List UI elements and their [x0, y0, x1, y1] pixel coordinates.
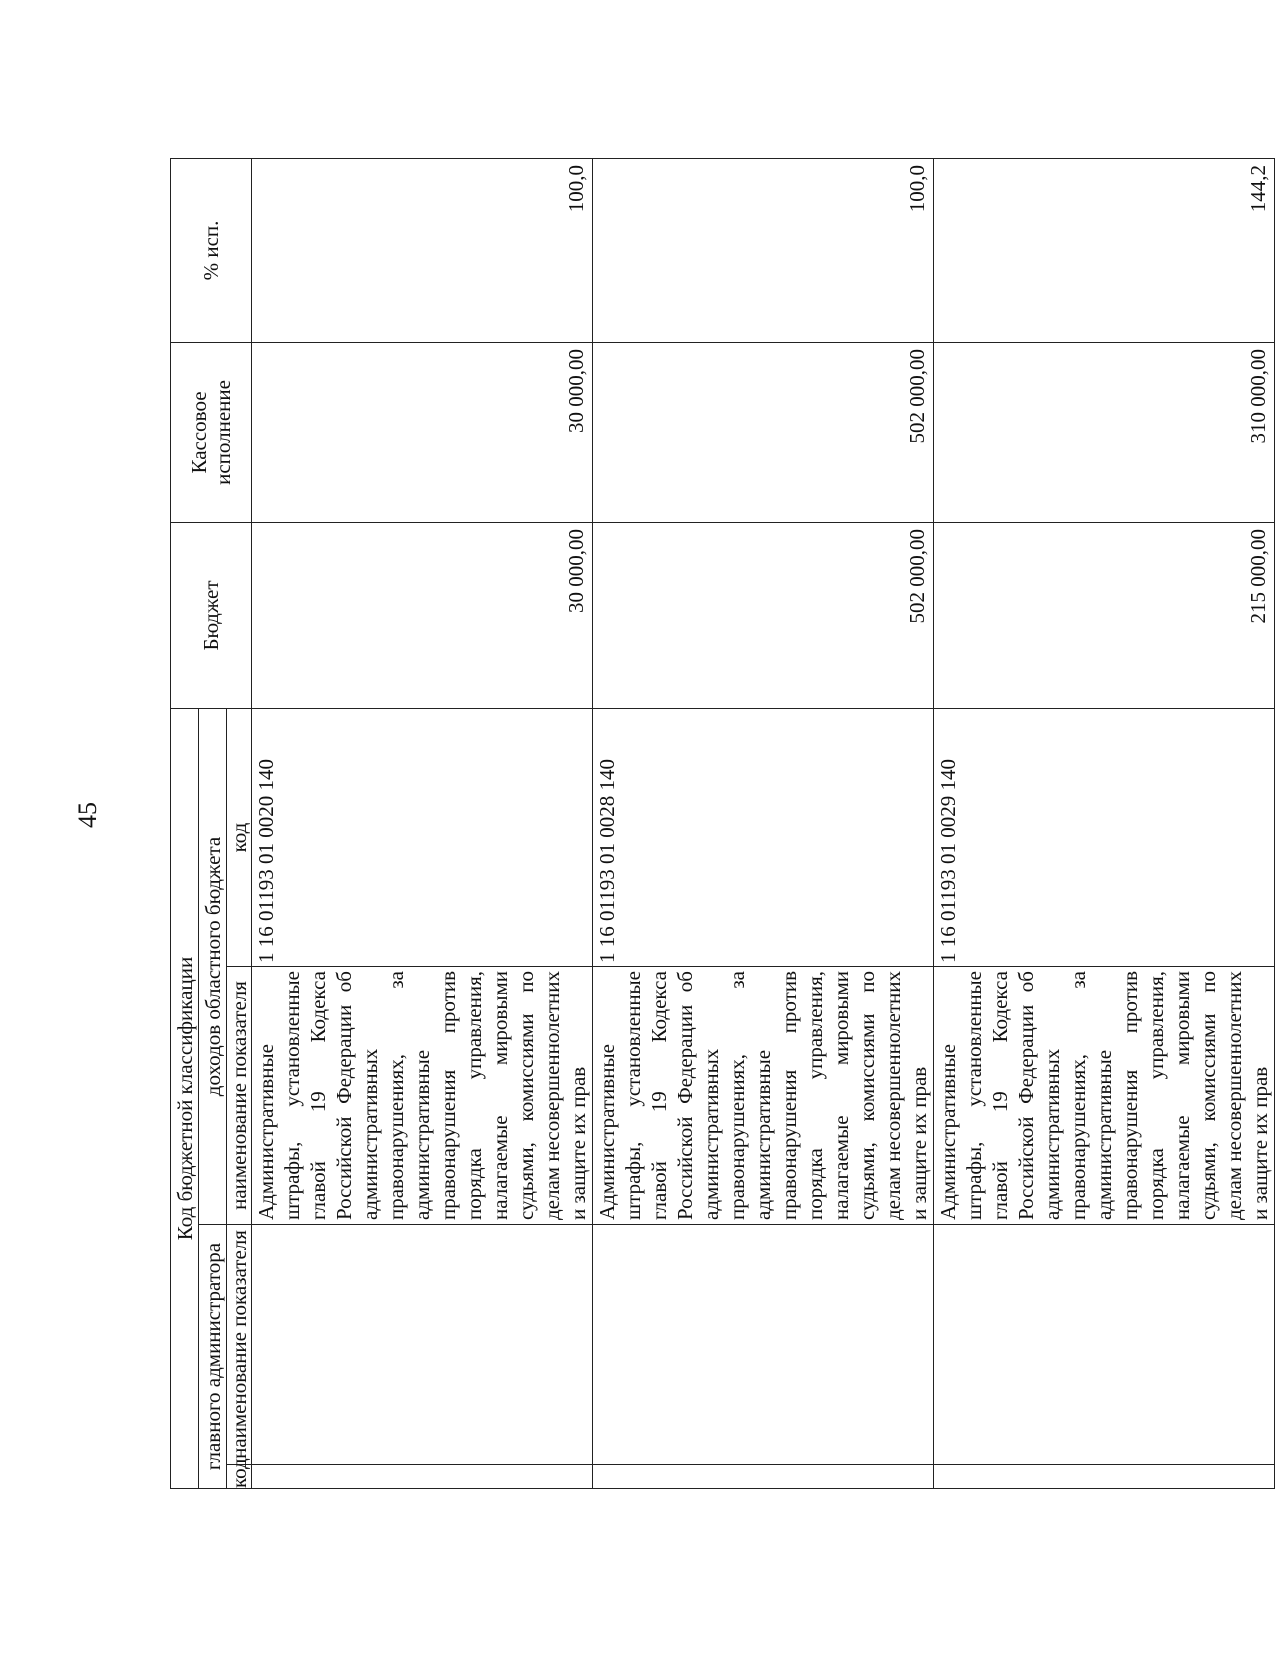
percent-cell: 144,2 [934, 158, 1275, 342]
header-cash-execution: Кассовое исполнение [171, 342, 252, 522]
income-code-cell: 1 16 01193 01 0028 140 [593, 708, 934, 966]
header-budget: Бюджет [171, 522, 252, 708]
budget-cell: 30 000,00 [252, 522, 593, 708]
header-income-code: код [227, 708, 252, 966]
header-main-administrator: главного администратора [199, 1225, 227, 1489]
admin-name-cell [934, 1225, 1275, 1465]
admin-name-cell [593, 1225, 934, 1465]
table-row [593, 158, 934, 1488]
income-code-cell: 1 16 01193 01 0029 140 [934, 708, 1275, 966]
indicator-name-cell: Административные штрафы, установленные главой 19 Кодекса Российской Федерации об административных правонарушениях, за административные правонарушения против порядка управления, налагаемые мировыми судьями, комиссиями по делам несовершеннолетних и защите их прав [934, 967, 1275, 1225]
percent-cell: 100,0 [252, 158, 593, 342]
header-admin-name: наименование показателя [227, 1225, 252, 1465]
indicator-name-cell: Административные штрафы, установленные главой 19 Кодекса Российской Федерации об административных правонарушениях, за административные правонарушения против порядка управления, налагаемые мировыми судьями, комиссиями по делам несовершеннолетних и защите их прав [593, 967, 934, 1225]
header-regional-income: доходов областного бюджета [199, 708, 227, 1224]
header-classification-code: Код бюджетной классификации [171, 708, 199, 1488]
table-row [252, 158, 593, 1488]
table-row [934, 158, 1275, 1488]
budget-cell: 502 000,00 [593, 522, 934, 708]
indicator-name-cell: Административные штрафы, установленные главой 19 Кодекса Российской Федерации об административных правонарушениях, за административные правонарушения против порядка управления, налагаемые мировыми судьями, комиссиями по делам несовершеннолетних и защите их прав [252, 967, 593, 1225]
cash-execution-cell: 310 000,00 [934, 342, 1275, 522]
income-code-cell: 1 16 01193 01 0020 140 [252, 708, 593, 966]
admin-name-cell [252, 1225, 593, 1465]
budget-revenue-table [170, 158, 1275, 1489]
admin-code-cell [252, 1465, 593, 1489]
header-income-name: наименование показателя [227, 967, 252, 1225]
page-number: 45 [73, 802, 102, 828]
percent-cell: 100,0 [593, 158, 934, 342]
cash-execution-cell: 30 000,00 [252, 342, 593, 522]
header-percent: % исп. [171, 158, 252, 342]
admin-code-cell [934, 1465, 1275, 1489]
budget-cell: 215 000,00 [934, 522, 1275, 708]
header-admin-code: код [227, 1458, 251, 1488]
rotated-table-wrapper [170, 159, 1272, 1489]
admin-code-cell [593, 1465, 934, 1489]
cash-execution-cell: 502 000,00 [593, 342, 934, 522]
